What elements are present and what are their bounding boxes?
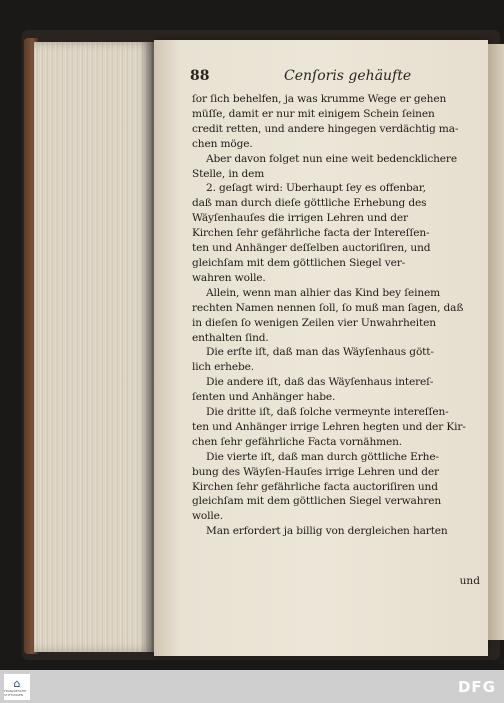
text-line: Die dritte iſt, daß ſolche vermeynte intereſſen-: [206, 406, 449, 419]
franckesche-stiftungen-logo[interactable]: [4, 674, 30, 700]
text-line: credit retten, und andere hingegen verdächtig ma-: [192, 122, 459, 135]
text-line: chen ſehr gefährliche Facta vornähmen.: [192, 435, 403, 448]
running-title: Cenſoris gehäufte: [284, 68, 412, 84]
text-line: Kirchen ſehr gefährliche facta auctoriſiren und: [192, 480, 438, 493]
text-line: Die erſte iſt, daß man das Wäyſenhaus gött-: [206, 346, 434, 359]
dfg-logo[interactable]: DFG: [457, 678, 496, 696]
text-line: Aber davon folget nun eine weit bedencklichere: [206, 152, 457, 165]
text-line: wolle.: [192, 510, 223, 523]
text-line: daß man durch dieſe göttliche Erhebung des: [192, 197, 427, 210]
text-line: müſſe, damit er nur mit einigem Schein ſeinen: [192, 107, 435, 120]
text-line: ten und Anhänger irrige Lehren hegten und der Kir-: [192, 420, 466, 433]
logo-caption: FRANCKESCHE STIFTUNGEN: [4, 688, 27, 697]
text-line: gleichſam mit dem göttlichen Siegel ver-: [192, 256, 406, 269]
text-line: rechten Namen nennen ſoll, ſo muß man ſagen, daß: [192, 301, 464, 314]
text-line: Stelle, in dem: [192, 167, 265, 180]
page-stack-edge: [34, 42, 154, 652]
text-line: 2. geſagt wird: Uberhaupt ſey es offenbar,: [206, 182, 426, 195]
page-number: 88: [190, 68, 210, 84]
building-icon: ⌂: [13, 676, 21, 690]
page-header: [190, 68, 480, 88]
text-line: ten und Anhänger deſſelben auctoriſiren, und: [192, 242, 431, 255]
catchword: und: [459, 575, 480, 587]
facing-page-edge: [488, 44, 504, 640]
text-line: Die andere iſt, daß das Wäyſenhaus intereſ-: [206, 376, 434, 389]
text-line: gleichſam mit dem göttlichen Siegel verwahren: [192, 495, 442, 508]
viewer-footer: [0, 670, 504, 703]
text-line: Kirchen ſehr gefährliche facta der Intereſſen-: [192, 227, 430, 240]
text-line: ſenten und Anhänger habe.: [192, 391, 336, 404]
text-line: ſor ſich behelfen, ja was krumme Wege er gehen: [192, 93, 447, 105]
text-line: lich erhebe.: [192, 361, 254, 374]
text-line: enthalten ſind.: [192, 331, 269, 344]
text-line: Man erfordert ja billig von dergleichen harten: [206, 525, 448, 538]
text-line: Die vierte iſt, daß man durch göttliche Erhe-: [206, 450, 439, 463]
text-line: Allein, wenn man alhier das Kind bey ſeinem: [206, 286, 441, 299]
page-text: [192, 92, 482, 592]
text-line: wahren wolle.: [192, 271, 266, 284]
text-line: bung des Wäyſen-Hauſes irrige Lehren und der: [192, 465, 439, 478]
text-line: in dieſen ſo wenigen Zeilen vier Unwahrheiten: [192, 316, 436, 329]
text-line: chen möge.: [192, 137, 253, 150]
text-line: Wäyſenhauſes die irrigen Lehren und der: [192, 212, 408, 225]
